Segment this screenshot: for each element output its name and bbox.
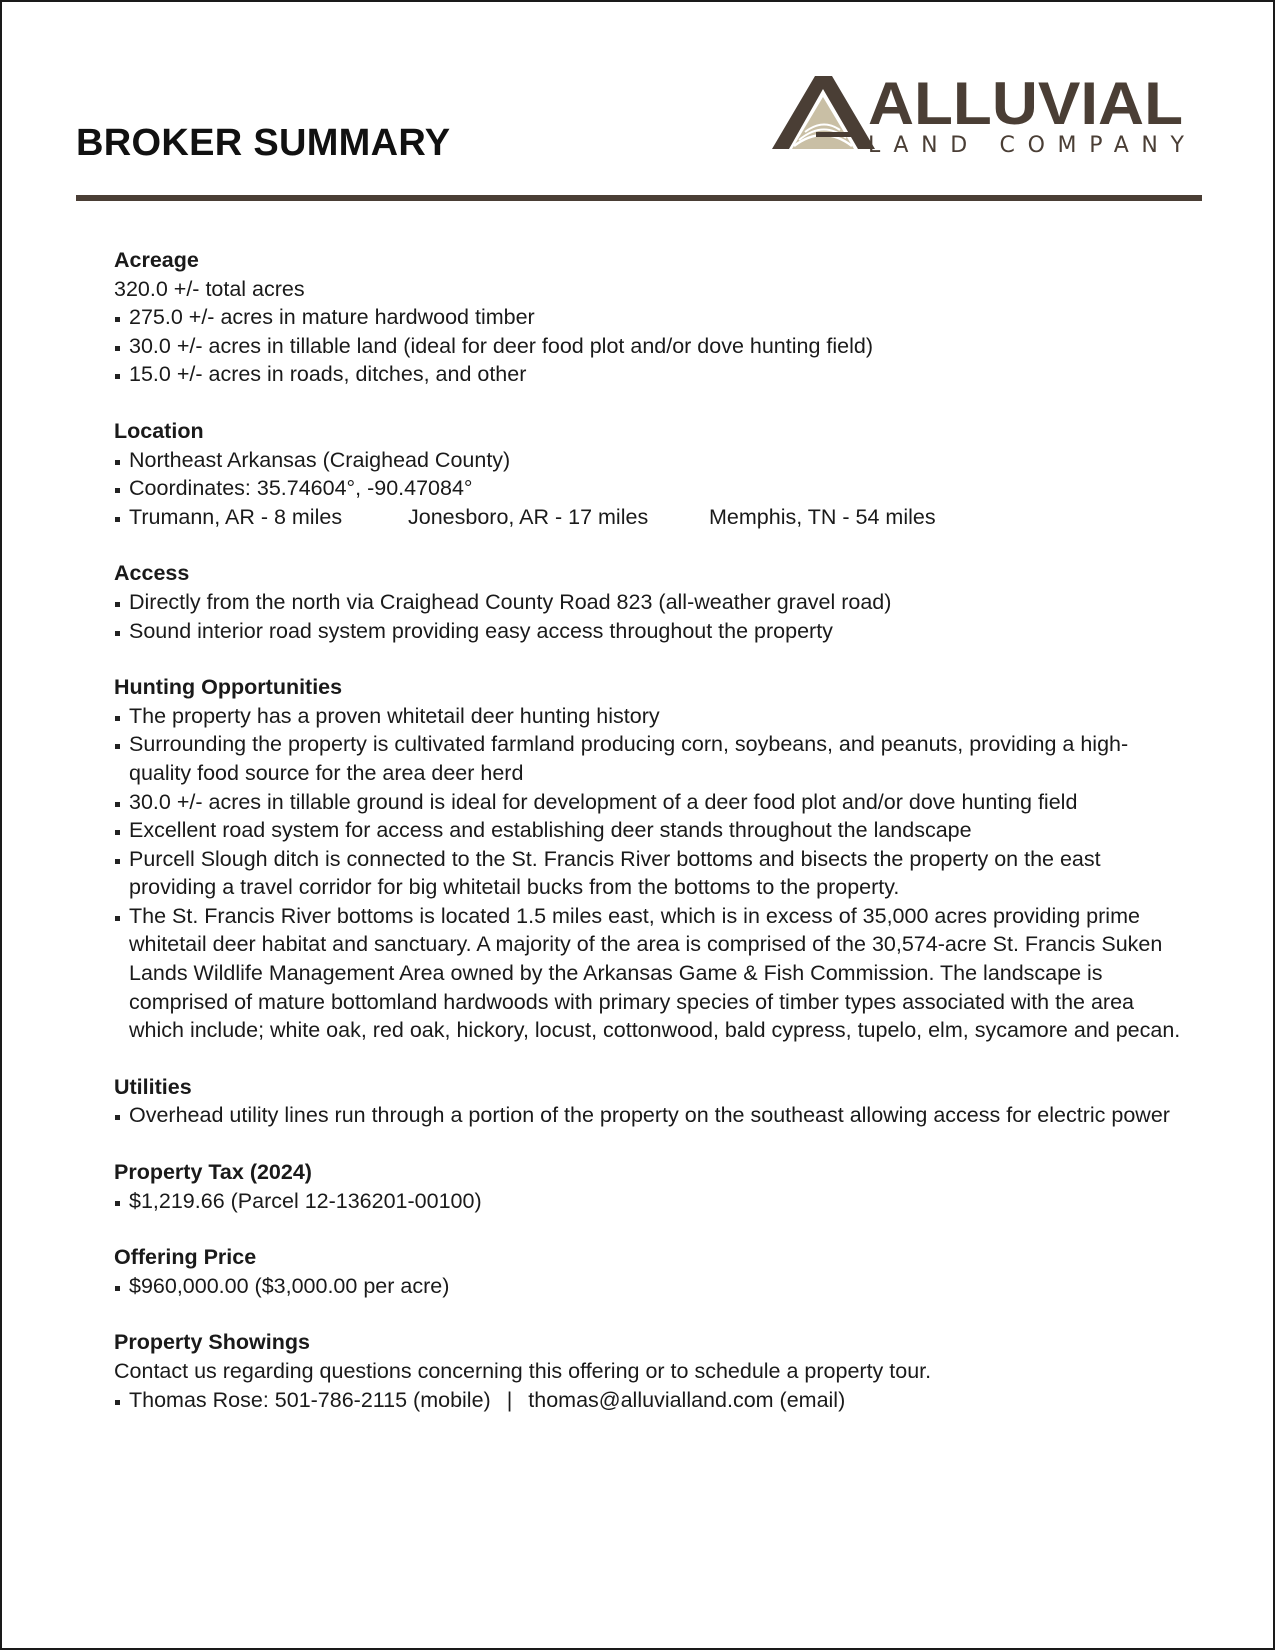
list-item: Sound interior road system providing easy access throughout the property <box>114 617 1184 646</box>
header-divider <box>76 195 1202 201</box>
list-item: Northeast Arkansas (Craighead County) <box>114 446 1184 475</box>
contact-line <box>114 1386 1184 1415</box>
acreage-section <box>114 246 1184 389</box>
list-item: $1,219.66 (Parcel 12-136201-00100) <box>114 1187 1184 1216</box>
list-item: 15.0 +/- acres in roads, ditches, and other <box>114 360 1184 389</box>
list-item: The St. Francis River bottoms is located 1.5 miles east, which is in excess of 35,000 acres providing prime whitetail deer habitat and sanctuary. A majority of the area is comprised of the 30,574-acre St. Francis Suken Lands Wildlife Management Area owned by the Arkansas Game & Fish Commission. The landscape is comprised of mature bottomland hardwoods with primary species of timber types associated with the area which include; white oak, red oak, hickory, locust, cottonwood, bald cypress, tupelo, elm, sycamore and pecan. <box>114 902 1184 1045</box>
section-heading: Acreage <box>114 248 199 272</box>
location-section <box>114 417 1184 531</box>
list-item: 275.0 +/- acres in mature hardwood timber <box>114 303 1184 332</box>
hunting-section <box>114 673 1184 1045</box>
section-heading: Hunting Opportunities <box>114 675 343 700</box>
distance-trumann: Trumann, AR - 8 miles <box>129 504 343 529</box>
section-heading: Property Tax (2024) <box>114 1160 312 1185</box>
section-heading: Utilities <box>114 1074 192 1099</box>
distance-jonesboro: Jonesboro, AR - 17 miles <box>408 504 649 529</box>
total-acres: 320.0 +/- total acres <box>114 276 305 301</box>
section-heading: Access <box>114 561 190 586</box>
list-item: The property has a proven whitetail deer hunting history <box>114 702 1184 731</box>
showings-intro: Contact us regarding questions concerning this offering or to schedule a property tour. <box>114 1359 932 1383</box>
list-item: 30.0 +/- acres in tillable land (ideal for deer food plot and/or dove hunting field) <box>114 332 1184 361</box>
list-item: Coordinates: 35.74604°, -90.47084° <box>114 474 1184 503</box>
distance-memphis: Memphis, TN - 54 miles <box>709 504 936 529</box>
section-heading: Location <box>114 418 204 443</box>
page-title: BROKER SUMMARY <box>76 122 451 164</box>
list-item: Surrounding the property is cultivated farmland producing corn, soybeans, and peanuts, providing a high-quality food source for the area deer herd <box>114 730 1184 787</box>
list-item: $960,000.00 ($3,000.00 per acre) <box>114 1272 1184 1301</box>
summary-content <box>114 246 1184 1442</box>
tax-section <box>114 1158 1184 1215</box>
list-item: Purcell Slough ditch is connected to the St. Francis River bottoms and bisects the property on the east providing a travel corridor for big whitetail bucks from the bottoms to the property. <box>114 845 1184 902</box>
list-item: Excellent road system for access and establishing deer stands throughout the landscape <box>114 816 1184 845</box>
section-heading: Property Showings <box>114 1330 310 1355</box>
logo-brand-text: ALLUVIAL <box>868 72 1183 137</box>
list-item: 30.0 +/- acres in tillable ground is ideal for development of a deer food plot and/or dove hunting field <box>114 788 1184 817</box>
contact-email: thomas@alluvialland.com (email) <box>528 1387 846 1412</box>
alluvial-logo-icon <box>772 72 1202 167</box>
price-section <box>114 1243 1184 1300</box>
showings-section <box>114 1328 1184 1414</box>
contact-separator: | <box>506 1387 513 1412</box>
distances-row <box>114 503 1184 532</box>
utilities-section <box>114 1073 1184 1130</box>
access-section <box>114 559 1184 645</box>
list-item: Overhead utility lines run through a portion of the property on the southeast allowing access for electric power <box>114 1101 1184 1130</box>
logo-tagline-text: LAND COMPANY <box>868 133 1184 158</box>
section-heading: Offering Price <box>114 1245 257 1270</box>
list-item: Directly from the north via Craighead County Road 823 (all-weather gravel road) <box>114 588 1184 617</box>
company-logo <box>772 72 1202 167</box>
contact-phone: Thomas Rose: 501-786-2115 (mobile) <box>129 1387 491 1412</box>
